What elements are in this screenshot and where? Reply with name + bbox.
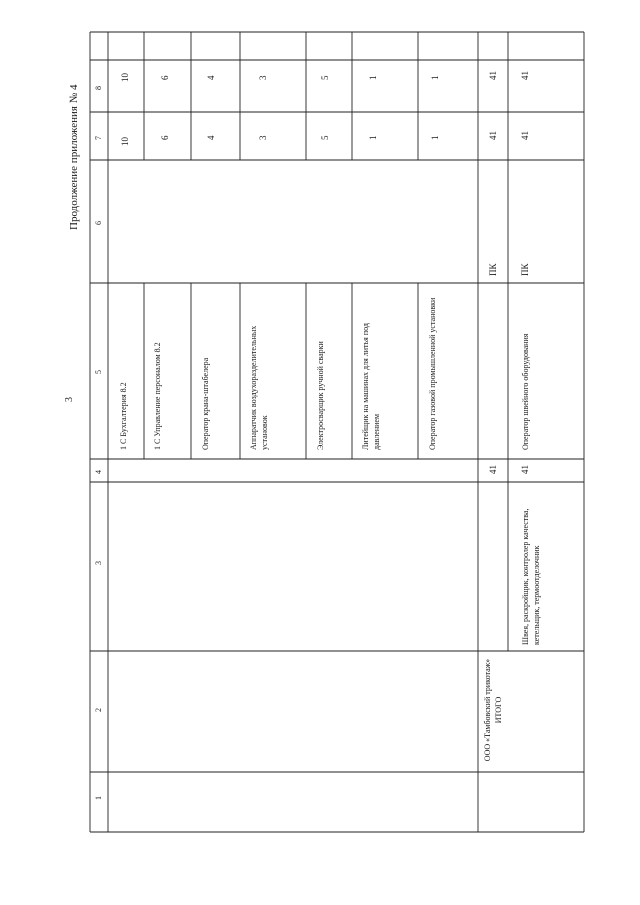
organization-total-cell: ООО «Тамбовский трикотаж» ИТОГО xyxy=(483,658,503,762)
count-cell: 1 xyxy=(368,75,378,80)
page-number: 3 xyxy=(64,397,75,402)
course-cell: Оператор крана-штабелера xyxy=(201,357,210,450)
total-col6-cell: ПК xyxy=(488,263,498,276)
hours-cell: 1 xyxy=(430,135,440,140)
continuation-title: Продолжение приложения № 4 xyxy=(68,84,80,230)
course-cell: Оператор газовой промышленной установки xyxy=(428,297,437,450)
last-col4-cell: 41 xyxy=(520,465,530,474)
column-header-8: 8 xyxy=(94,86,103,90)
last-course-cell: Оператор швейного оборудования xyxy=(521,333,530,450)
column-header-6: 6 xyxy=(94,221,103,225)
course-cell: Аппаратчик воздухоразделительных установок xyxy=(249,325,269,450)
count-cell: 6 xyxy=(160,75,170,80)
hours-cell: 1 xyxy=(368,135,378,140)
count-cell: 5 xyxy=(320,75,330,80)
column-header-7: 7 xyxy=(94,136,103,140)
total-col8-cell: 41 xyxy=(488,71,498,80)
hours-cell: 10 xyxy=(120,137,130,146)
column-header-4: 4 xyxy=(94,470,103,474)
last-col6-cell: ПК xyxy=(520,263,530,276)
course-cell: Литейщик на машинах для литья под давлением xyxy=(361,323,381,450)
count-cell: 4 xyxy=(206,75,216,80)
column-header-2: 2 xyxy=(94,708,103,712)
count-cell: 1 xyxy=(430,75,440,80)
hours-cell: 4 xyxy=(206,135,216,140)
column-header-5: 5 xyxy=(94,370,103,374)
total-col4-cell: 41 xyxy=(488,465,498,474)
hours-cell: 6 xyxy=(160,135,170,140)
course-cell: Электросварщик ручной сварки xyxy=(316,341,325,450)
course-cell: 1 С Бухгалтерия 8.2 xyxy=(119,382,128,450)
hours-cell: 3 xyxy=(258,135,268,140)
count-cell: 10 xyxy=(120,73,130,82)
column-header-1: 1 xyxy=(94,796,103,800)
course-cell: 1 С Управление персоналом 8.2 xyxy=(153,342,162,450)
column-header-3: 3 xyxy=(94,561,103,565)
professions-cell: Швея, раскройщик, контролер качества, кетельщик, термоотделочник xyxy=(521,508,541,645)
total-col7-cell: 41 xyxy=(488,131,498,140)
last-col8-cell: 41 xyxy=(520,71,530,80)
hours-cell: 5 xyxy=(320,135,330,140)
last-col7-cell: 41 xyxy=(520,131,530,140)
count-cell: 3 xyxy=(258,75,268,80)
